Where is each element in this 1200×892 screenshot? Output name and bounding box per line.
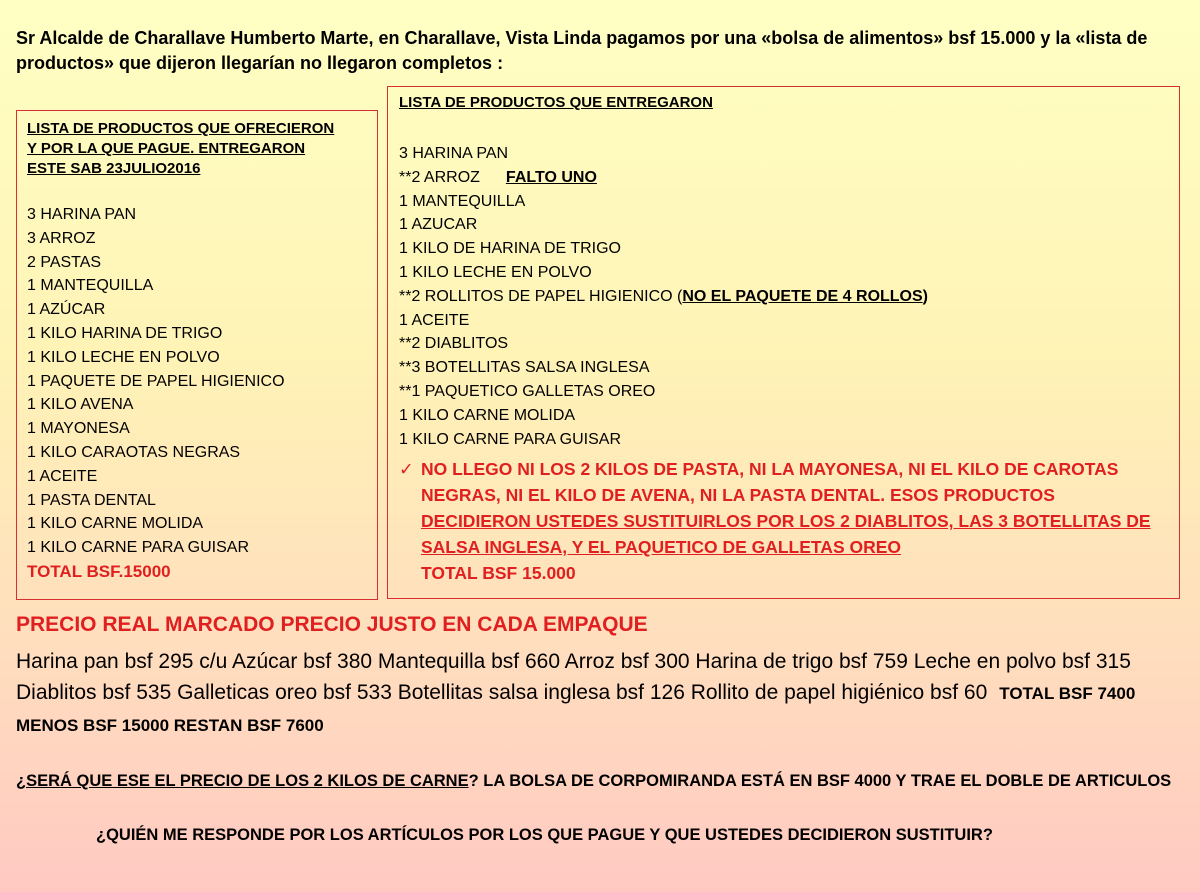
- list-item: 1 KILO HARINA DE TRIGO: [27, 324, 223, 342]
- delivered-products-box: [387, 86, 1180, 599]
- list-item: 1 AZÚCAR: [27, 301, 106, 319]
- list-item: 1 ACEITE: [27, 467, 98, 485]
- checkmark-icon: ✓: [399, 459, 414, 480]
- list-item: 1 KILO CARNE MOLIDA: [399, 406, 576, 424]
- missing-products-note: [399, 456, 1168, 586]
- list-item: 3 ARROZ: [27, 229, 96, 247]
- list-item: 1 KILO CARNE PARA GUISAR: [27, 539, 249, 557]
- prices-paragraph: [16, 646, 1191, 741]
- prices-total: TOTAL BSF 7400 MENOS BSF 15000 RESTAN BSF 7600: [16, 684, 1136, 735]
- list-item: 1 KILO AVENA: [27, 396, 134, 414]
- list-item: 1 MANTEQUILLA: [399, 192, 526, 210]
- list-item: 1 AZUCAR: [399, 216, 478, 234]
- delivered-total: TOTAL BSF 15.000: [421, 563, 576, 584]
- list-item: 1 KILO CARNE PARA GUISAR: [399, 430, 621, 448]
- offered-title-line: ESTE SAB 23JULIO2016: [27, 160, 201, 177]
- list-item: 3 HARINA PAN: [399, 145, 509, 162]
- papel-close: ): [922, 287, 928, 305]
- list-item: 1 PASTA DENTAL: [27, 491, 156, 509]
- offered-total: TOTAL BSF.15000: [27, 561, 171, 581]
- item-text: **2 ROLLITOS DE PAPEL HIGIENICO (: [399, 287, 683, 305]
- list-item: 1 KILO DE HARINA DE TRIGO: [399, 240, 621, 258]
- delivered-items-list: [399, 142, 1168, 451]
- list-item-papel: [399, 285, 1168, 309]
- list-item: 1 KILO CARNE MOLIDA: [27, 515, 204, 533]
- list-item: 1 PAQUETE DE PAPEL HIGIENICO: [27, 372, 285, 390]
- list-item: 1 MAYONESA: [27, 420, 130, 438]
- offered-items-list: [27, 203, 367, 560]
- note-underlined-text: DECIDIERON USTEDES SUSTITUIRLOS POR LOS 2 DIABLITOS, LAS 3 BOTELLITAS DE SALSA INGLESA, Y EL PAQUETICO DE GALLETAS OREO: [421, 511, 1151, 558]
- delivered-title: LISTA DE PRODUCTOS QUE ENTREGARON: [399, 94, 713, 111]
- list-item: **2 DIABLITOS: [399, 335, 509, 353]
- list-item: 1 ACEITE: [399, 311, 470, 329]
- prices-text: Harina pan bsf 295 c/u Azúcar bsf 380 Mantequilla bsf 660 Arroz bsf 300 Harina de trigo bsf 759 Leche en polvo bsf 315 Diablitos bsf 535 Galleticas oreo bsf 533 Botellitas salsa inglesa bsf 126 Rollito de papel higiénico bsf 60: [16, 650, 1131, 704]
- missing-note: FALTO UNO: [505, 168, 597, 186]
- list-item: 1 MANTEQUILLA: [27, 277, 154, 295]
- note-text: NO LLEGO NI LOS 2 KILOS DE PASTA, NI LA MAYONESA, NI EL KILO DE CAROTAS NEGRAS, NI EL KILO DE AVENA, NI LA PASTA DENTAL. ESOS PRODUCTOS: [421, 459, 1119, 506]
- papel-note: NO EL PAQUETE DE 4 ROLLOS: [682, 287, 923, 305]
- list-item: 1 KILO LECHE EN POLVO: [27, 348, 220, 366]
- prices-title: PRECIO REAL MARCADO PRECIO JUSTO EN CADA EMPAQUE: [16, 613, 648, 636]
- list-item: 1 KILO CARAOTAS NEGRAS: [27, 443, 241, 461]
- offered-title-line: LISTA DE PRODUCTOS QUE OFRECIERON: [27, 120, 335, 137]
- question-carne: [16, 770, 1191, 792]
- list-item: 1 KILO LECHE EN POLVO: [399, 263, 592, 281]
- intro-paragraph: Sr Alcalde de Charallave Humberto Marte, en Charallave, Vista Linda pagamos por una «bolsa de alimentos» bsf 15.000 y la «lista de productos» que dijeron llegarían no llegaron completos :: [16, 28, 1148, 73]
- question-underlined: ¿SERÁ QUE ESE EL PRECIO DE LOS 2 KILOS DE CARNE: [16, 772, 469, 790]
- list-item: 2 PASTAS: [27, 253, 102, 271]
- question-rest: ? LA BOLSA DE CORPOMIRANDA ESTÁ EN BSF 4000 Y TRAE EL DOBLE DE ARTICULOS: [468, 772, 1172, 790]
- list-item: **1 PAQUETICO GALLETAS OREO: [399, 382, 656, 400]
- item-text: **2 ARROZ: [399, 168, 480, 186]
- offered-title-line: Y POR LA QUE PAGUE. ENTREGARON: [27, 140, 306, 157]
- list-item-arroz: [399, 166, 1168, 190]
- list-item: **3 BOTELLITAS SALSA INGLESA: [399, 359, 650, 377]
- offered-products-box: [16, 110, 378, 600]
- offered-title: [27, 119, 367, 179]
- question-responde: ¿QUIÉN ME RESPONDE POR LOS ARTÍCULOS POR LOS QUE PAGUE Y QUE USTEDES DECIDIERON SUSTITUIR?: [96, 826, 993, 844]
- list-item: 3 HARINA PAN: [27, 206, 137, 223]
